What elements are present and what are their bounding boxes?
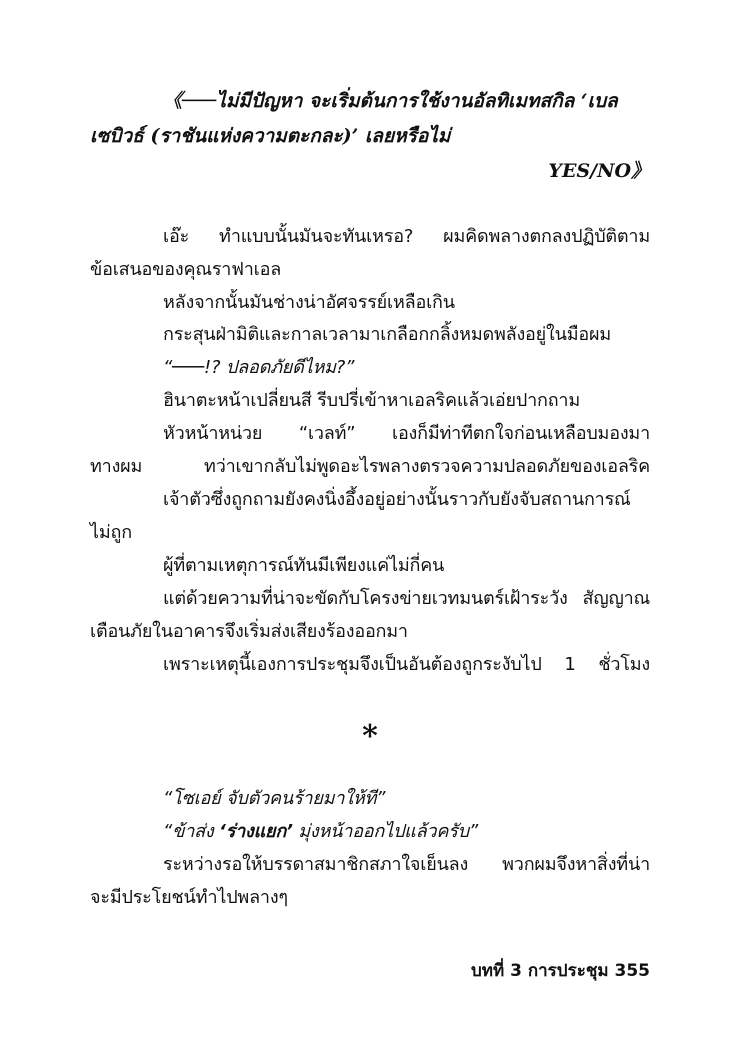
dialogue-line: “โซเอย์ จับตัวคนร้ายมาให้ที” xyxy=(163,788,386,809)
paragraph-line: หัวหน้าหน่วย “เวลท์” เองก็มีท่าทีตกใจก่อนเหลือบมองมา xyxy=(163,423,650,444)
dialogue-line: “───!? ปลอดภัยดีไหม?” xyxy=(163,357,355,378)
paragraph-line: เอ๊ะ ทำแบบนั้นมันจะทันเหรอ? ผมคิดพลางตกลงปฏิบัติตาม xyxy=(163,226,650,247)
paragraph-line: เจ้าตัวซึ่งถูกถามยังคงนิ่งอึ้งอยู่อย่างนั้นราวกับยังจับสถานการณ์ xyxy=(163,489,631,510)
paragraph-line: เตือนภัยในอาคารจึงเริ่มส่งเสียงร้องออกมา xyxy=(90,621,408,642)
system-message-line-2: เซบิวธ์ (ราชันแห่งความตะกละ)’ เลยหรือไม่ xyxy=(90,125,451,147)
paragraph-line: เพราะเหตุนี้เองการประชุมจึงเป็นอันต้องถูกระงับไป 1 ชั่วโมง xyxy=(163,654,650,675)
paragraph-line: ระหว่างรอให้บรรดาสมาชิกสภาใจเย็นลง พวกผมจึงหาสิ่งที่น่า xyxy=(163,854,650,875)
paragraph-line: ทางผม ทว่าเขากลับไม่พูดอะไรพลางตรวจความปลอดภัยของเอลริค xyxy=(90,456,650,477)
system-message-line-1: 《───ไม่มีปัญหา จะเริ่มต้นการใช้งานอัลทิเมทสกิล ‘เบล xyxy=(163,90,618,112)
paragraph-line: กระสุนฝ่ามิติและกาลเวลามาเกลือกกลิ้งหมดพลังอยู่ในมือผม xyxy=(163,324,611,345)
dialogue-line xyxy=(163,819,650,845)
paragraph-line: ฮินาตะหน้าเปลี่ยนสี รีบปรี่เข้าหาเอลริคแล้วเอ่ยปากถาม xyxy=(163,390,580,411)
page-footer: บทที่ 3 การประชุม 355 xyxy=(470,961,650,981)
paragraph-line: หลังจากนั้นมันช่างน่าอัศจรรย์เหลือเกิน xyxy=(163,292,455,313)
dialogue-text: มุ่งหน้าออกไปแล้วครับ” xyxy=(292,821,478,842)
emphasized-term: ‘ร่างแยก’ xyxy=(219,821,293,842)
scene-break-separator: * xyxy=(362,719,378,754)
system-message-line-3: YES/NO》 xyxy=(548,160,650,182)
paragraph-line: แต่ด้วยความที่น่าจะขัดกับโครงข่ายเวทมนตร์เฝ้าระวัง สัญญาณ xyxy=(163,588,650,609)
paragraph-line: ผู้ที่ตามเหตุการณ์ทันมีเพียงแค่ไม่กี่คน xyxy=(163,555,445,576)
paragraph-line: จะมีประโยชน์ทำไปพลางๆ xyxy=(90,887,288,908)
dialogue-text: “ข้าส่ง xyxy=(163,821,220,842)
paragraph-line: ข้อเสนอของคุณราฟาเอล xyxy=(90,259,282,280)
paragraph-line: ไม่ถูก xyxy=(90,522,132,543)
